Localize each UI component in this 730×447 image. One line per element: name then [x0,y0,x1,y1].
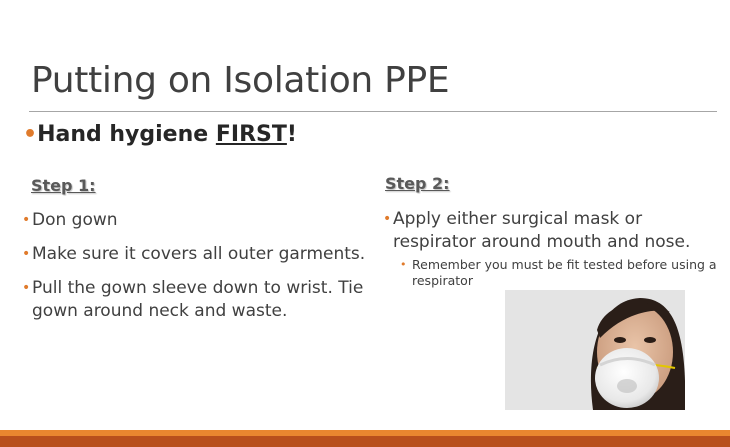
main-bullet [23,122,297,147]
bullet-icon: • [22,280,31,296]
mask-photo [505,290,685,410]
list-item-text: Make sure it covers all outer garments. [32,244,366,264]
bullet-icon: • [22,212,31,228]
list-item [385,208,720,254]
main-bullet-suffix: ! [286,122,297,147]
footer-band-dark [0,436,730,447]
step2-list [385,208,720,254]
list-item-text: Pull the gown sleeve down to wrist. Tie gown around neck and waste. [32,278,364,321]
list-item [24,243,374,266]
bullet-icon: • [383,211,392,227]
list-item [24,277,374,323]
step1-heading: Step 1: [31,176,96,195]
person-wearing-respirator-image [505,290,685,410]
list-item-text: Don gown [32,210,118,230]
main-bullet-prefix: Hand hygiene [37,122,216,147]
title-divider [29,111,717,112]
sub-item-text: Remember you must be fit tested before using a respirator [412,257,717,288]
bullet-icon: • [23,122,38,147]
main-bullet-emphasis: FIRST [215,122,287,147]
step2-heading: Step 2: [385,174,450,193]
bullet-icon: • [22,246,31,262]
bullet-icon: • [400,258,407,271]
step2-sub-item [400,257,730,289]
slide-title: Putting on Isolation PPE [31,60,450,101]
list-item-text: Apply either surgical mask or respirator around mouth and nose. [393,209,691,252]
list-item [24,209,374,232]
step1-list [24,209,374,334]
